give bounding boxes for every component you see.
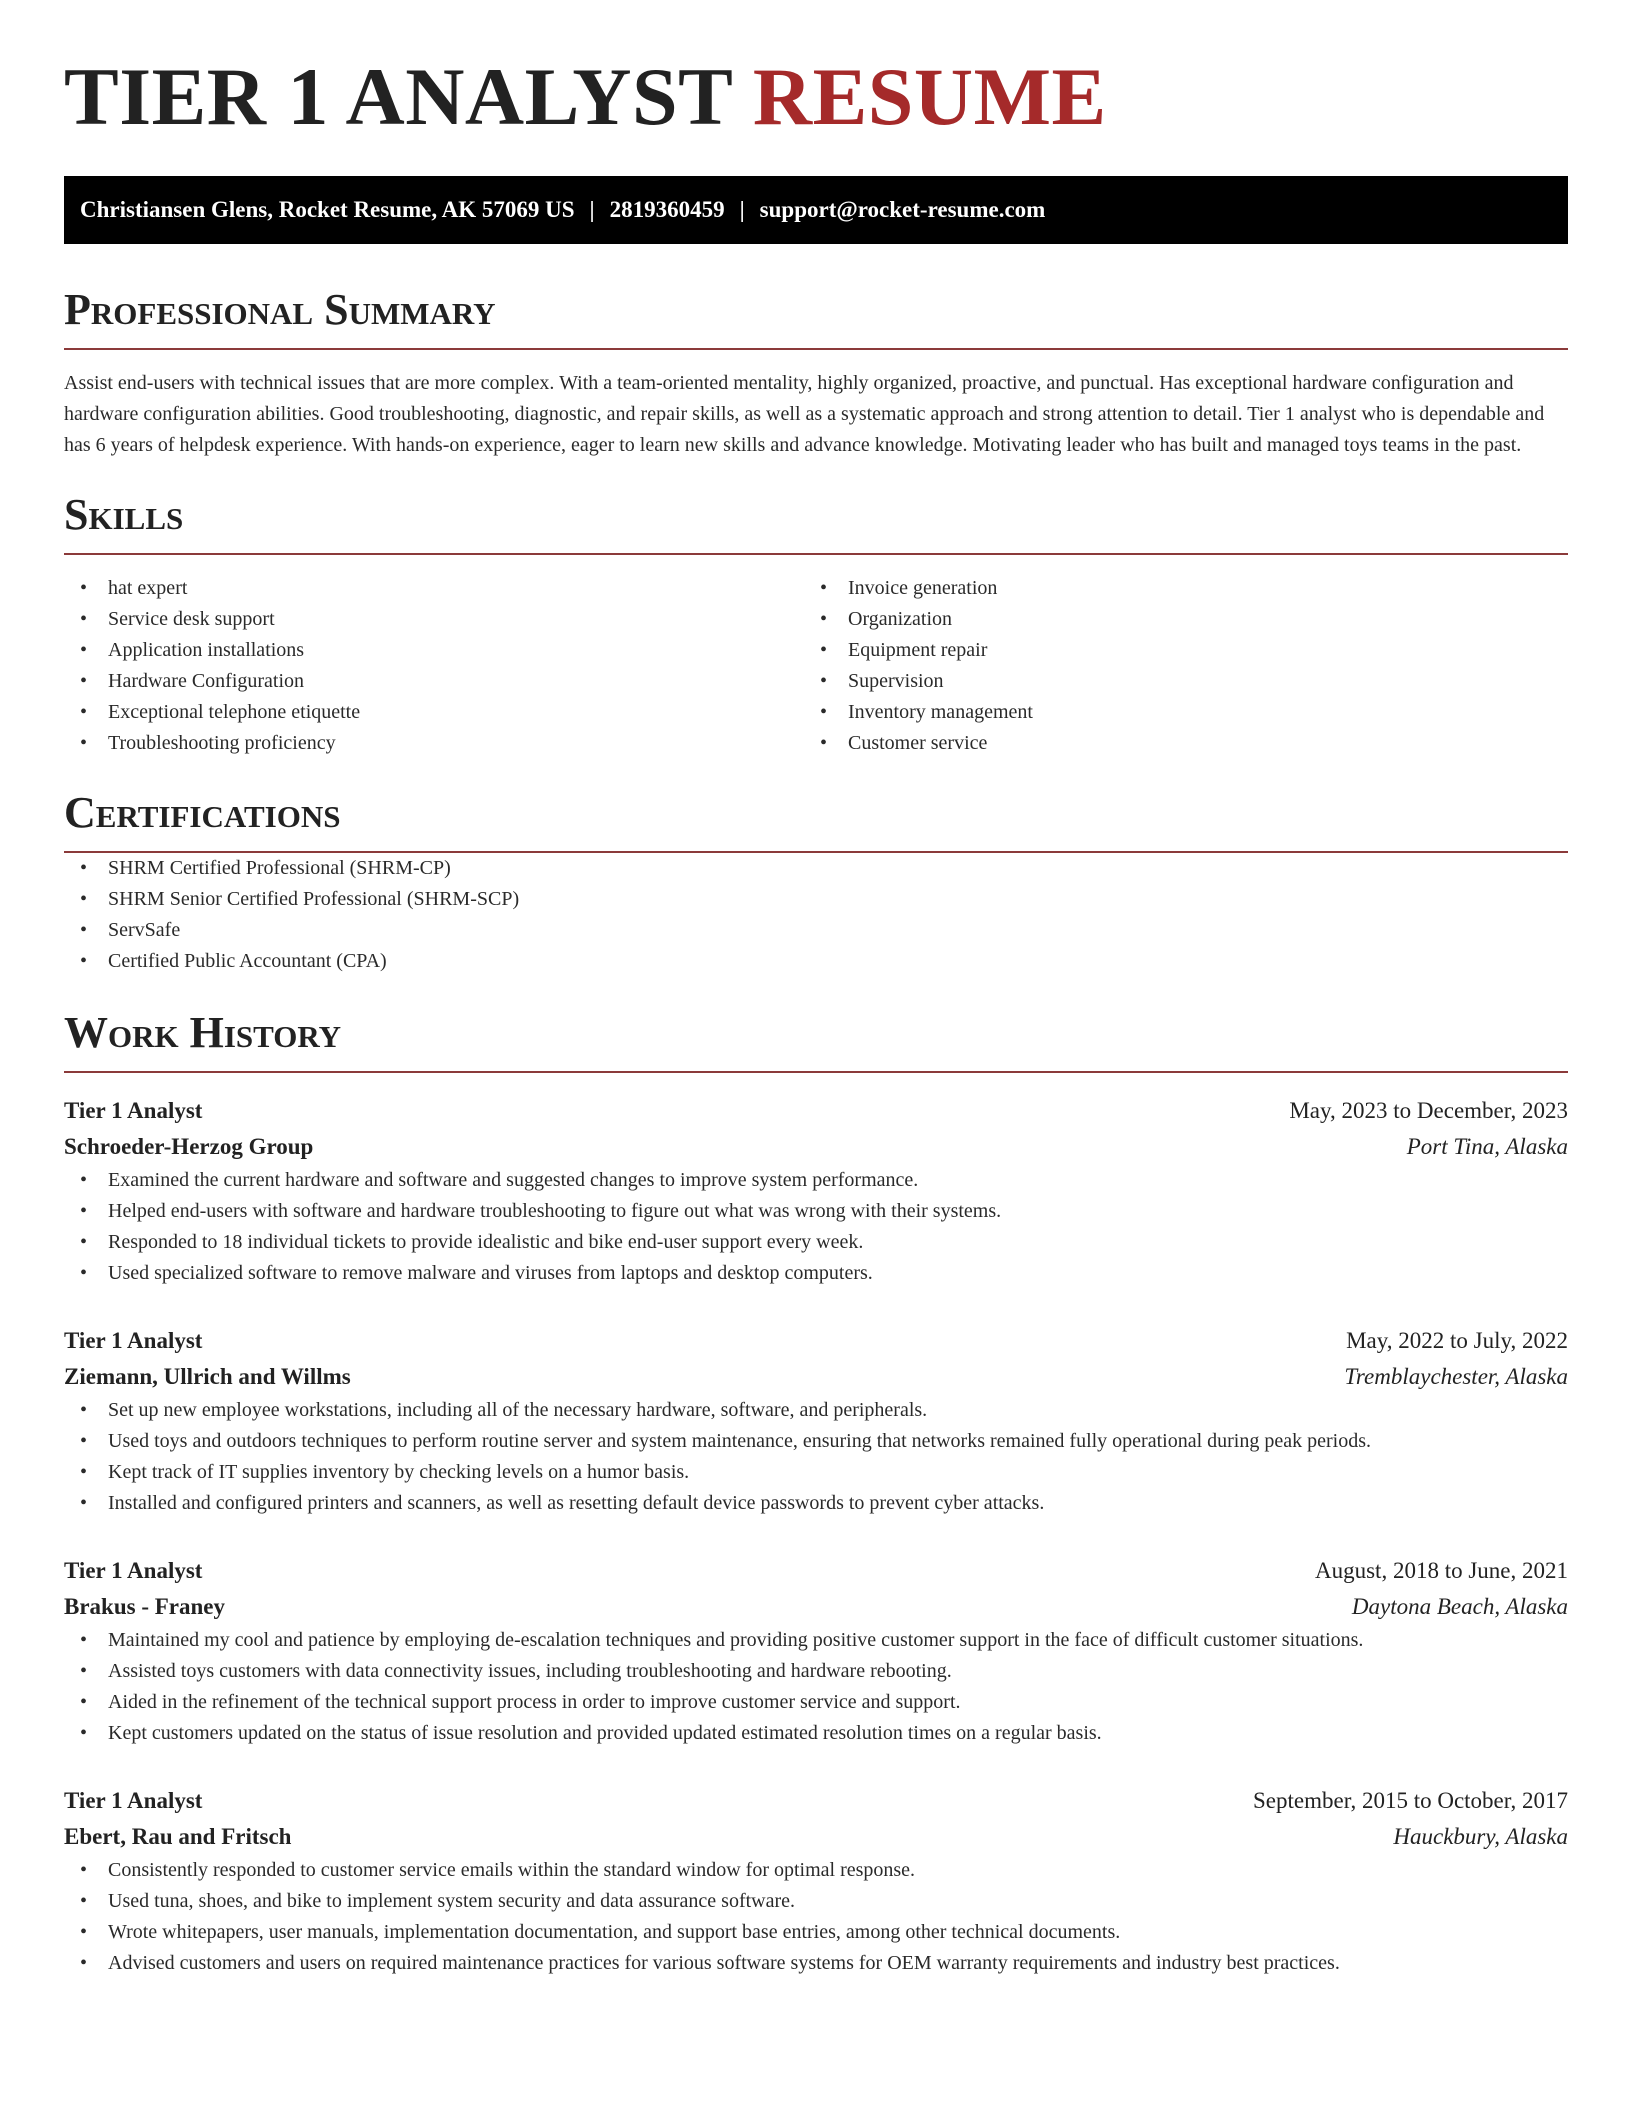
- work-history-section: [64, 1008, 1568, 1979]
- certification-item: • Certified Public Accountant (CPA): [64, 946, 1568, 977]
- skill-item: • Hardware Configuration: [64, 666, 804, 697]
- skills-grid: [64, 573, 1568, 759]
- skill-item: • hat expert: [64, 573, 804, 604]
- job-bullet: • Set up new employee workstations, including all of the necessary hardware, software, and peripherals.: [64, 1395, 1568, 1426]
- job-title: Tier 1 Analyst: [64, 1788, 203, 1813]
- resume-title: [64, 51, 1568, 154]
- skill-item: • Inventory management: [804, 697, 1544, 728]
- contact-phone: 2819360459: [609, 197, 725, 222]
- job-bullet: • Responded to 18 individual tickets to provide idealistic and bike end-user support every week.: [64, 1227, 1568, 1258]
- certifications-list: [64, 853, 1568, 977]
- skill-item: • Invoice generation: [804, 573, 1544, 604]
- title-accent: RESUME: [752, 51, 1107, 142]
- job-bullet: • Used tuna, shoes, and bike to implement system security and data assurance software.: [64, 1886, 1568, 1917]
- certifications-section: [64, 788, 1568, 977]
- job-header-row: [64, 1553, 1568, 1589]
- job-bullet: • Kept track of IT supplies inventory by checking levels on a humor basis.: [64, 1457, 1568, 1488]
- job-company: Schroeder-Herzog Group: [64, 1134, 314, 1159]
- job-company-row: [64, 1589, 1568, 1625]
- skill-item: • Application installations: [64, 635, 804, 666]
- job-bullet: • Helped end-users with software and hardware troubleshooting to figure out what was wrong with their systems.: [64, 1196, 1568, 1227]
- job-dates: May, 2022 to July, 2022: [1346, 1328, 1568, 1353]
- job-bullets: [64, 1625, 1568, 1749]
- job-header-row: [64, 1783, 1568, 1819]
- skills-section: [64, 490, 1568, 759]
- contact-separator: |: [739, 197, 745, 222]
- job-header-row: [64, 1093, 1568, 1129]
- job-location: Hauckbury, Alaska: [1393, 1824, 1568, 1849]
- summary-section: [64, 285, 1568, 461]
- skill-item: • Organization: [804, 604, 1544, 635]
- job-company-row: [64, 1819, 1568, 1855]
- resume-content: [64, 51, 1568, 1979]
- job-bullet: • Used toys and outdoors techniques to perform routine server and system maintenance, ensuring that networks remained fully operational during peak periods.: [64, 1426, 1568, 1457]
- job-title: Tier 1 Analyst: [64, 1098, 203, 1123]
- job-bullet: • Wrote whitepapers, user manuals, implementation documentation, and support base entries, among other technical documents.: [64, 1917, 1568, 1948]
- skill-item: • Supervision: [804, 666, 1544, 697]
- skill-item: • Service desk support: [64, 604, 804, 635]
- job-company-row: [64, 1359, 1568, 1395]
- job-location: Daytona Beach, Alaska: [1351, 1594, 1568, 1619]
- job-title: Tier 1 Analyst: [64, 1558, 203, 1583]
- skill-item: • Exceptional telephone etiquette: [64, 697, 804, 728]
- job-bullet: • Assisted toys customers with data connectivity issues, including troubleshooting and hardware rebooting.: [64, 1656, 1568, 1687]
- job-dates: August, 2018 to June, 2021: [1315, 1558, 1568, 1583]
- job-bullets: [64, 1855, 1568, 1979]
- job-location: Port Tina, Alaska: [1406, 1134, 1568, 1159]
- summary-heading: Professional Summary: [64, 288, 1568, 350]
- skill-item: • Customer service: [804, 728, 1544, 759]
- job-location: Tremblaychester, Alaska: [1344, 1364, 1568, 1389]
- job-bullets: [64, 1395, 1568, 1519]
- title-main: TIER 1 ANALYST: [64, 51, 732, 142]
- job-entry: [64, 1553, 1568, 1749]
- job-company: Ziemann, Ullrich and Willms: [64, 1364, 351, 1389]
- skill-item: • Equipment repair: [804, 635, 1544, 666]
- job-dates: May, 2023 to December, 2023: [1289, 1098, 1568, 1123]
- certification-item: • ServSafe: [64, 915, 1568, 946]
- certification-item: • SHRM Certified Professional (SHRM-CP): [64, 853, 1568, 884]
- skills-list-left: [64, 573, 804, 759]
- certifications-heading: Certifications: [64, 791, 1568, 853]
- job-dates: September, 2015 to October, 2017: [1253, 1788, 1568, 1813]
- contact-email[interactable]: support@rocket-resume.com: [759, 197, 1046, 222]
- certification-item: • SHRM Senior Certified Professional (SHRM-SCP): [64, 884, 1568, 915]
- work-history-heading: Work History: [64, 1011, 1568, 1073]
- skills-heading: Skills: [64, 493, 1568, 555]
- job-title: Tier 1 Analyst: [64, 1328, 203, 1353]
- skills-list-right: [804, 573, 1544, 759]
- summary-text: Assist end-users with technical issues that are more complex. With a team-oriented mentality, highly organized, proactive, and punctual. Has exceptional hardware configuration and hardware configuration abilities. Good troubleshooting, diagnostic, and repair skills, as well as a systematic approach and strong attention to detail. Tier 1 analyst who is dependable and has 6 years of helpdesk experience. With hands-on experience, eager to learn new skills and advance knowledge. Motivating leader who has built and managed toys teams in the past.: [64, 372, 1545, 456]
- job-bullet: • Kept customers updated on the status of issue resolution and provided updated estimated resolution times on a regular basis.: [64, 1718, 1568, 1749]
- contact-bar: [64, 176, 1568, 244]
- job-bullet: • Used specialized software to remove malware and viruses from laptops and desktop computers.: [64, 1258, 1568, 1289]
- job-bullet: • Advised customers and users on required maintenance practices for various software systems for OEM warranty requirements and industry best practices.: [64, 1948, 1568, 1979]
- job-bullet: • Aided in the refinement of the technical support process in order to improve customer service and support.: [64, 1687, 1568, 1718]
- job-entry: [64, 1783, 1568, 1979]
- job-bullets: [64, 1165, 1568, 1289]
- job-bullet: • Maintained my cool and patience by employing de-escalation techniques and providing positive customer support in the face of difficult customer situations.: [64, 1625, 1568, 1656]
- job-company: Ebert, Rau and Fritsch: [64, 1824, 292, 1849]
- job-entry: [64, 1093, 1568, 1289]
- job-entry: [64, 1323, 1568, 1519]
- job-bullet: • Installed and configured printers and scanners, as well as resetting default device passwords to prevent cyber attacks.: [64, 1488, 1568, 1519]
- job-company: Brakus - Franey: [64, 1594, 225, 1619]
- job-header-row: [64, 1323, 1568, 1359]
- job-company-row: [64, 1129, 1568, 1165]
- job-bullet: • Consistently responded to customer service emails within the standard window for optimal response.: [64, 1855, 1568, 1886]
- skill-item: • Troubleshooting proficiency: [64, 728, 804, 759]
- job-bullet: • Examined the current hardware and software and suggested changes to improve system performance.: [64, 1165, 1568, 1196]
- contact-separator: |: [589, 197, 595, 222]
- contact-address: Christiansen Glens, Rocket Resume, AK 57069 US: [80, 197, 575, 222]
